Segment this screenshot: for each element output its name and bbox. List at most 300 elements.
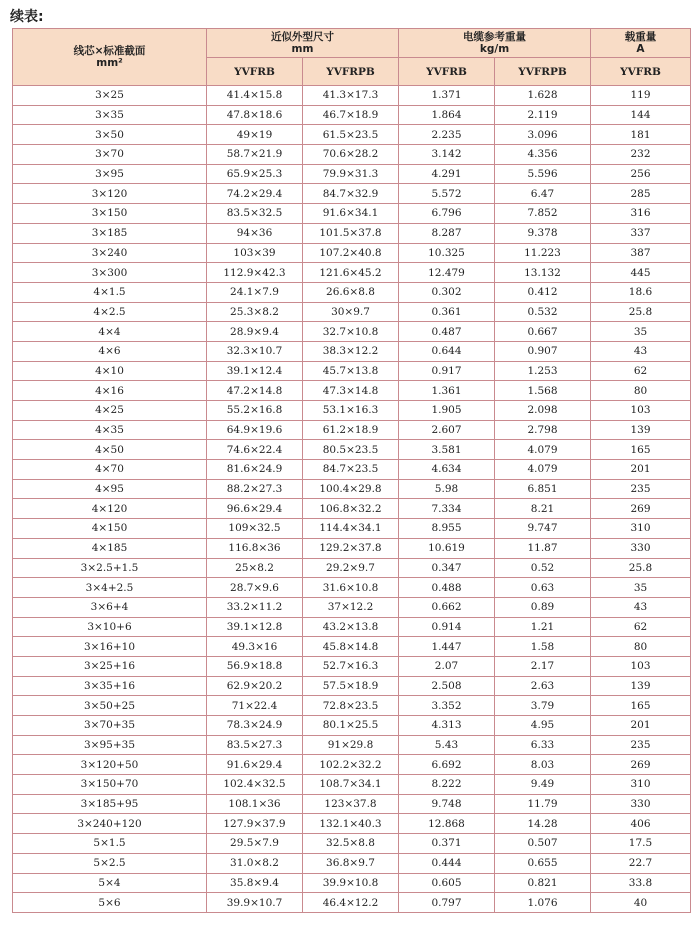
cell-weight-yvfrb: 6.692 xyxy=(399,755,495,775)
cell-dims-yvfrpb: 80.5×23.5 xyxy=(303,440,399,460)
table-row xyxy=(13,263,691,283)
cell-spec: 3×95 xyxy=(13,164,207,184)
cell-load-yvfrb: 43 xyxy=(591,597,691,617)
cell-load-yvfrb: 330 xyxy=(591,794,691,814)
cell-dims-yvfrb: 39.1×12.4 xyxy=(207,361,303,381)
cell-weight-yvfrpb: 9.747 xyxy=(495,519,591,539)
table-row xyxy=(13,696,691,716)
cell-load-yvfrb: 310 xyxy=(591,519,691,539)
cell-load-yvfrb: 119 xyxy=(591,86,691,106)
cell-weight-yvfrpb: 1.568 xyxy=(495,381,591,401)
cell-weight-yvfrb: 2.07 xyxy=(399,656,495,676)
cell-spec: 3×120 xyxy=(13,184,207,204)
cell-load-yvfrb: 33.8 xyxy=(591,873,691,893)
cell-spec: 3×150+70 xyxy=(13,775,207,795)
table-row xyxy=(13,794,691,814)
table-row xyxy=(13,735,691,755)
cell-weight-yvfrb: 2.607 xyxy=(399,420,495,440)
cell-dims-yvfrpb: 102.2×32.2 xyxy=(303,755,399,775)
table-row xyxy=(13,578,691,598)
cell-spec: 3×16+10 xyxy=(13,637,207,657)
cell-weight-yvfrpb: 0.63 xyxy=(495,578,591,598)
table-row xyxy=(13,460,691,480)
cell-dims-yvfrb: 47.2×14.8 xyxy=(207,381,303,401)
cell-weight-yvfrpb: 9.49 xyxy=(495,775,591,795)
cell-dims-yvfrpb: 91.6×34.1 xyxy=(303,204,399,224)
cell-weight-yvfrb: 0.444 xyxy=(399,853,495,873)
cell-weight-yvfrb: 10.325 xyxy=(399,243,495,263)
table-row xyxy=(13,814,691,834)
cell-spec: 3×240+120 xyxy=(13,814,207,834)
cell-spec: 4×1.5 xyxy=(13,282,207,302)
cell-dims-yvfrpb: 32.7×10.8 xyxy=(303,322,399,342)
cell-dims-yvfrb: 55.2×16.8 xyxy=(207,401,303,421)
header-dimensions-title: 近似外型尺寸 xyxy=(271,31,334,43)
cell-dims-yvfrb: 91.6×29.4 xyxy=(207,755,303,775)
cell-weight-yvfrb: 1.905 xyxy=(399,401,495,421)
cell-dims-yvfrpb: 101.5×37.8 xyxy=(303,223,399,243)
cell-load-yvfrb: 35 xyxy=(591,578,691,598)
cell-dims-yvfrpb: 121.6×45.2 xyxy=(303,263,399,283)
cell-weight-yvfrb: 2.235 xyxy=(399,125,495,145)
table-row xyxy=(13,401,691,421)
table-row xyxy=(13,86,691,106)
cell-dims-yvfrb: 28.7×9.6 xyxy=(207,578,303,598)
cell-spec: 3×50 xyxy=(13,125,207,145)
cell-load-yvfrb: 256 xyxy=(591,164,691,184)
cell-dims-yvfrb: 39.1×12.8 xyxy=(207,617,303,637)
header-spec-title: 线芯×标准截面 xyxy=(73,45,146,57)
cell-dims-yvfrb: 39.9×10.7 xyxy=(207,893,303,913)
cell-dims-yvfrb: 25×8.2 xyxy=(207,558,303,578)
cell-weight-yvfrb: 5.572 xyxy=(399,184,495,204)
cell-weight-yvfrb: 9.748 xyxy=(399,794,495,814)
table-row xyxy=(13,282,691,302)
cell-weight-yvfrb: 0.644 xyxy=(399,341,495,361)
cell-load-yvfrb: 62 xyxy=(591,617,691,637)
cell-weight-yvfrb: 5.43 xyxy=(399,735,495,755)
cell-weight-yvfrb: 0.371 xyxy=(399,834,495,854)
table-row xyxy=(13,617,691,637)
cell-load-yvfrb: 181 xyxy=(591,125,691,145)
cell-dims-yvfrpb: 84.7×32.9 xyxy=(303,184,399,204)
cell-weight-yvfrb: 0.797 xyxy=(399,893,495,913)
cell-weight-yvfrb: 1.361 xyxy=(399,381,495,401)
table-row xyxy=(13,302,691,322)
cell-weight-yvfrpb: 4.356 xyxy=(495,145,591,165)
cell-weight-yvfrpb: 2.17 xyxy=(495,656,591,676)
cell-dims-yvfrb: 74.2×29.4 xyxy=(207,184,303,204)
cell-dims-yvfrpb: 129.2×37.8 xyxy=(303,538,399,558)
cell-dims-yvfrpb: 107.2×40.8 xyxy=(303,243,399,263)
cell-weight-yvfrpb: 4.079 xyxy=(495,440,591,460)
cell-weight-yvfrb: 3.352 xyxy=(399,696,495,716)
cell-dims-yvfrpb: 29.2×9.7 xyxy=(303,558,399,578)
subheader-weight-yvfrpb: YVFRPB xyxy=(495,58,591,86)
cell-spec: 4×185 xyxy=(13,538,207,558)
cell-spec: 4×70 xyxy=(13,460,207,480)
table-row xyxy=(13,322,691,342)
cell-spec: 4×150 xyxy=(13,519,207,539)
cell-dims-yvfrpb: 38.3×12.2 xyxy=(303,341,399,361)
subheader-load-yvfrb: YVFRB xyxy=(591,58,691,86)
cell-dims-yvfrpb: 47.3×14.8 xyxy=(303,381,399,401)
cell-weight-yvfrpb: 9.378 xyxy=(495,223,591,243)
table-row xyxy=(13,755,691,775)
cell-spec: 3×35 xyxy=(13,105,207,125)
cell-spec: 4×95 xyxy=(13,479,207,499)
cell-weight-yvfrpb: 8.21 xyxy=(495,499,591,519)
cell-load-yvfrb: 139 xyxy=(591,420,691,440)
cell-load-yvfrb: 80 xyxy=(591,381,691,401)
cell-dims-yvfrpb: 52.7×16.3 xyxy=(303,656,399,676)
cell-dims-yvfrpb: 43.2×13.8 xyxy=(303,617,399,637)
cell-dims-yvfrb: 32.3×10.7 xyxy=(207,341,303,361)
subheader-dims-yvfrb: YVFRB xyxy=(207,58,303,86)
cell-weight-yvfrpb: 0.89 xyxy=(495,597,591,617)
cell-load-yvfrb: 316 xyxy=(591,204,691,224)
cell-load-yvfrb: 269 xyxy=(591,755,691,775)
table-row xyxy=(13,519,691,539)
table-row xyxy=(13,716,691,736)
cell-weight-yvfrpb: 1.21 xyxy=(495,617,591,637)
cell-weight-yvfrpb: 0.507 xyxy=(495,834,591,854)
table-row xyxy=(13,105,691,125)
header-load-unit: A xyxy=(636,43,645,55)
cell-dims-yvfrb: 56.9×18.8 xyxy=(207,656,303,676)
cell-spec: 3×25+16 xyxy=(13,656,207,676)
cell-dims-yvfrpb: 61.2×18.9 xyxy=(303,420,399,440)
cell-weight-yvfrb: 0.361 xyxy=(399,302,495,322)
table-row xyxy=(13,223,691,243)
cell-load-yvfrb: 103 xyxy=(591,656,691,676)
cell-load-yvfrb: 201 xyxy=(591,460,691,480)
cell-dims-yvfrpb: 53.1×16.3 xyxy=(303,401,399,421)
cell-weight-yvfrb: 7.334 xyxy=(399,499,495,519)
cell-spec: 3×25 xyxy=(13,86,207,106)
header-weight-title: 电缆参考重量 xyxy=(463,31,526,43)
cell-dims-yvfrb: 28.9×9.4 xyxy=(207,322,303,342)
table-row xyxy=(13,499,691,519)
cell-dims-yvfrpb: 106.8×32.2 xyxy=(303,499,399,519)
cell-dims-yvfrb: 83.5×27.3 xyxy=(207,735,303,755)
cell-spec: 4×2.5 xyxy=(13,302,207,322)
cell-load-yvfrb: 269 xyxy=(591,499,691,519)
cell-dims-yvfrb: 41.4×15.8 xyxy=(207,86,303,106)
header-load xyxy=(591,29,691,58)
cell-dims-yvfrpb: 123×37.8 xyxy=(303,794,399,814)
header-weight-unit: kg/m xyxy=(479,43,510,55)
header-dimensions-unit: mm xyxy=(291,43,314,55)
cell-weight-yvfrb: 4.291 xyxy=(399,164,495,184)
cell-spec: 5×2.5 xyxy=(13,853,207,873)
cell-weight-yvfrpb: 0.667 xyxy=(495,322,591,342)
cell-dims-yvfrb: 58.7×21.9 xyxy=(207,145,303,165)
table-row xyxy=(13,558,691,578)
cell-dims-yvfrpb: 31.6×10.8 xyxy=(303,578,399,598)
cell-load-yvfrb: 330 xyxy=(591,538,691,558)
cell-load-yvfrb: 445 xyxy=(591,263,691,283)
cell-dims-yvfrb: 49.3×16 xyxy=(207,637,303,657)
cell-weight-yvfrb: 8.287 xyxy=(399,223,495,243)
cell-dims-yvfrb: 24.1×7.9 xyxy=(207,282,303,302)
cell-load-yvfrb: 235 xyxy=(591,735,691,755)
cell-dims-yvfrb: 33.2×11.2 xyxy=(207,597,303,617)
header-spec-unit: mm² xyxy=(96,57,123,69)
table-row xyxy=(13,440,691,460)
cell-dims-yvfrb: 29.5×7.9 xyxy=(207,834,303,854)
cell-weight-yvfrpb: 6.33 xyxy=(495,735,591,755)
cell-spec: 5×6 xyxy=(13,893,207,913)
cell-dims-yvfrpb: 72.8×23.5 xyxy=(303,696,399,716)
table-header xyxy=(13,29,691,86)
cell-spec: 3×300 xyxy=(13,263,207,283)
cell-dims-yvfrpb: 45.7×13.8 xyxy=(303,361,399,381)
table-row xyxy=(13,775,691,795)
cell-dims-yvfrb: 127.9×37.9 xyxy=(207,814,303,834)
cell-dims-yvfrpb: 45.8×14.8 xyxy=(303,637,399,657)
cell-dims-yvfrpb: 100.4×29.8 xyxy=(303,479,399,499)
cell-load-yvfrb: 310 xyxy=(591,775,691,795)
cell-dims-yvfrb: 31.0×8.2 xyxy=(207,853,303,873)
cell-load-yvfrb: 103 xyxy=(591,401,691,421)
cell-dims-yvfrb: 103×39 xyxy=(207,243,303,263)
cell-load-yvfrb: 17.5 xyxy=(591,834,691,854)
cell-dims-yvfrb: 83.5×32.5 xyxy=(207,204,303,224)
cell-spec: 3×120+50 xyxy=(13,755,207,775)
cell-dims-yvfrb: 96.6×29.4 xyxy=(207,499,303,519)
cell-dims-yvfrb: 88.2×27.3 xyxy=(207,479,303,499)
cell-load-yvfrb: 80 xyxy=(591,637,691,657)
header-load-title: 载重量 xyxy=(624,31,657,43)
cell-dims-yvfrpb: 79.9×31.3 xyxy=(303,164,399,184)
cell-spec: 3×50+25 xyxy=(13,696,207,716)
cell-weight-yvfrpb: 11.223 xyxy=(495,243,591,263)
cell-spec: 4×10 xyxy=(13,361,207,381)
cell-load-yvfrb: 387 xyxy=(591,243,691,263)
cell-load-yvfrb: 40 xyxy=(591,893,691,913)
cell-dims-yvfrpb: 46.4×12.2 xyxy=(303,893,399,913)
cell-dims-yvfrpb: 91×29.8 xyxy=(303,735,399,755)
cell-dims-yvfrpb: 37×12.2 xyxy=(303,597,399,617)
cell-weight-yvfrb: 0.487 xyxy=(399,322,495,342)
table-caption: 续表: xyxy=(10,9,44,25)
cell-load-yvfrb: 406 xyxy=(591,814,691,834)
cell-load-yvfrb: 18.6 xyxy=(591,282,691,302)
cell-weight-yvfrb: 8.222 xyxy=(399,775,495,795)
cell-load-yvfrb: 25.8 xyxy=(591,302,691,322)
cell-weight-yvfrpb: 13.132 xyxy=(495,263,591,283)
cell-weight-yvfrpb: 2.119 xyxy=(495,105,591,125)
table-row xyxy=(13,676,691,696)
cell-weight-yvfrpb: 0.821 xyxy=(495,873,591,893)
table-row xyxy=(13,834,691,854)
cell-spec: 3×185+95 xyxy=(13,794,207,814)
cell-weight-yvfrpb: 4.079 xyxy=(495,460,591,480)
cell-weight-yvfrpb: 1.58 xyxy=(495,637,591,657)
cell-dims-yvfrpb: 84.7×23.5 xyxy=(303,460,399,480)
cell-dims-yvfrpb: 132.1×40.3 xyxy=(303,814,399,834)
cell-spec: 3×95+35 xyxy=(13,735,207,755)
cell-weight-yvfrb: 0.914 xyxy=(399,617,495,637)
table-row xyxy=(13,597,691,617)
subheader-dims-yvfrpb: YVFRPB xyxy=(303,58,399,86)
cell-weight-yvfrb: 6.796 xyxy=(399,204,495,224)
cell-dims-yvfrb: 109×32.5 xyxy=(207,519,303,539)
cable-spec-table xyxy=(12,28,691,913)
cell-dims-yvfrb: 116.8×36 xyxy=(207,538,303,558)
table-row xyxy=(13,853,691,873)
table-body xyxy=(13,86,691,913)
table-row xyxy=(13,145,691,165)
cell-weight-yvfrb: 0.605 xyxy=(399,873,495,893)
cell-weight-yvfrb: 0.488 xyxy=(399,578,495,598)
cell-spec: 4×16 xyxy=(13,381,207,401)
cell-dims-yvfrb: 94×36 xyxy=(207,223,303,243)
cell-weight-yvfrpb: 0.52 xyxy=(495,558,591,578)
cell-dims-yvfrb: 47.8×18.6 xyxy=(207,105,303,125)
cell-spec: 3×6+4 xyxy=(13,597,207,617)
cell-load-yvfrb: 22.7 xyxy=(591,853,691,873)
cell-dims-yvfrpb: 36.8×9.7 xyxy=(303,853,399,873)
cell-load-yvfrb: 165 xyxy=(591,696,691,716)
table-row xyxy=(13,243,691,263)
cell-weight-yvfrpb: 0.412 xyxy=(495,282,591,302)
table-row xyxy=(13,873,691,893)
cell-weight-yvfrpb: 2.098 xyxy=(495,401,591,421)
cell-weight-yvfrpb: 3.79 xyxy=(495,696,591,716)
cell-spec: 3×70+35 xyxy=(13,716,207,736)
table-row xyxy=(13,893,691,913)
header-dimensions xyxy=(207,29,399,58)
cell-spec: 3×35+16 xyxy=(13,676,207,696)
cell-spec: 3×4+2.5 xyxy=(13,578,207,598)
cell-spec: 4×120 xyxy=(13,499,207,519)
cell-spec: 4×4 xyxy=(13,322,207,342)
table-row xyxy=(13,479,691,499)
cell-weight-yvfrpb: 0.532 xyxy=(495,302,591,322)
cell-weight-yvfrpb: 1.076 xyxy=(495,893,591,913)
cell-dims-yvfrpb: 39.9×10.8 xyxy=(303,873,399,893)
cell-spec: 4×6 xyxy=(13,341,207,361)
cell-dims-yvfrb: 62.9×20.2 xyxy=(207,676,303,696)
cell-load-yvfrb: 201 xyxy=(591,716,691,736)
cell-dims-yvfrb: 71×22.4 xyxy=(207,696,303,716)
header-spec xyxy=(13,29,207,86)
cell-dims-yvfrb: 81.6×24.9 xyxy=(207,460,303,480)
cell-weight-yvfrb: 2.508 xyxy=(399,676,495,696)
cell-load-yvfrb: 285 xyxy=(591,184,691,204)
cell-weight-yvfrb: 3.142 xyxy=(399,145,495,165)
cell-load-yvfrb: 25.8 xyxy=(591,558,691,578)
cell-load-yvfrb: 235 xyxy=(591,479,691,499)
cell-spec: 3×150 xyxy=(13,204,207,224)
table-row xyxy=(13,204,691,224)
cell-weight-yvfrpb: 2.798 xyxy=(495,420,591,440)
cell-spec: 3×2.5+1.5 xyxy=(13,558,207,578)
cell-weight-yvfrpb: 2.63 xyxy=(495,676,591,696)
cell-weight-yvfrpb: 11.79 xyxy=(495,794,591,814)
cell-weight-yvfrb: 0.347 xyxy=(399,558,495,578)
cell-weight-yvfrb: 1.864 xyxy=(399,105,495,125)
cell-dims-yvfrb: 108.1×36 xyxy=(207,794,303,814)
cell-weight-yvfrb: 0.917 xyxy=(399,361,495,381)
table-row xyxy=(13,656,691,676)
table-row xyxy=(13,538,691,558)
cell-load-yvfrb: 165 xyxy=(591,440,691,460)
cell-load-yvfrb: 144 xyxy=(591,105,691,125)
cell-dims-yvfrpb: 30×9.7 xyxy=(303,302,399,322)
cell-dims-yvfrpb: 26.6×8.8 xyxy=(303,282,399,302)
cell-spec: 3×10+6 xyxy=(13,617,207,637)
cell-weight-yvfrpb: 0.907 xyxy=(495,341,591,361)
cell-weight-yvfrpb: 8.03 xyxy=(495,755,591,775)
cell-dims-yvfrb: 74.6×22.4 xyxy=(207,440,303,460)
cell-weight-yvfrpb: 7.852 xyxy=(495,204,591,224)
cell-load-yvfrb: 232 xyxy=(591,145,691,165)
cell-dims-yvfrb: 78.3×24.9 xyxy=(207,716,303,736)
cell-weight-yvfrb: 5.98 xyxy=(399,479,495,499)
subheader-weight-yvfrb: YVFRB xyxy=(399,58,495,86)
cell-dims-yvfrpb: 70.6×28.2 xyxy=(303,145,399,165)
cell-dims-yvfrb: 49×19 xyxy=(207,125,303,145)
cell-weight-yvfrb: 0.662 xyxy=(399,597,495,617)
cell-weight-yvfrb: 0.302 xyxy=(399,282,495,302)
cell-spec: 4×25 xyxy=(13,401,207,421)
cell-weight-yvfrb: 4.313 xyxy=(399,716,495,736)
cell-load-yvfrb: 43 xyxy=(591,341,691,361)
cell-weight-yvfrpb: 5.596 xyxy=(495,164,591,184)
cell-load-yvfrb: 62 xyxy=(591,361,691,381)
table-row xyxy=(13,341,691,361)
cell-spec: 3×240 xyxy=(13,243,207,263)
cell-dims-yvfrpb: 61.5×23.5 xyxy=(303,125,399,145)
table-row xyxy=(13,637,691,657)
cell-dims-yvfrpb: 80.1×25.5 xyxy=(303,716,399,736)
cell-weight-yvfrpb: 4.95 xyxy=(495,716,591,736)
cell-dims-yvfrpb: 57.5×18.9 xyxy=(303,676,399,696)
cell-dims-yvfrb: 64.9×19.6 xyxy=(207,420,303,440)
cell-weight-yvfrb: 12.479 xyxy=(399,263,495,283)
cell-dims-yvfrb: 35.8×9.4 xyxy=(207,873,303,893)
cell-weight-yvfrb: 8.955 xyxy=(399,519,495,539)
cell-weight-yvfrpb: 1.253 xyxy=(495,361,591,381)
table-row xyxy=(13,420,691,440)
cell-dims-yvfrpb: 108.7×34.1 xyxy=(303,775,399,795)
cell-weight-yvfrb: 12.868 xyxy=(399,814,495,834)
cell-spec: 4×50 xyxy=(13,440,207,460)
cell-dims-yvfrb: 112.9×42.3 xyxy=(207,263,303,283)
cell-load-yvfrb: 139 xyxy=(591,676,691,696)
table-row xyxy=(13,125,691,145)
cell-dims-yvfrpb: 32.5×8.8 xyxy=(303,834,399,854)
cell-weight-yvfrpb: 14.28 xyxy=(495,814,591,834)
cell-weight-yvfrb: 4.634 xyxy=(399,460,495,480)
cell-weight-yvfrb: 3.581 xyxy=(399,440,495,460)
cell-load-yvfrb: 337 xyxy=(591,223,691,243)
cell-spec: 4×35 xyxy=(13,420,207,440)
cell-weight-yvfrb: 10.619 xyxy=(399,538,495,558)
cell-weight-yvfrb: 1.447 xyxy=(399,637,495,657)
cell-load-yvfrb: 35 xyxy=(591,322,691,342)
header-weight xyxy=(399,29,591,58)
cell-spec: 3×185 xyxy=(13,223,207,243)
cell-dims-yvfrb: 65.9×25.3 xyxy=(207,164,303,184)
cell-spec: 3×70 xyxy=(13,145,207,165)
table-row xyxy=(13,361,691,381)
cell-weight-yvfrb: 1.371 xyxy=(399,86,495,106)
cell-dims-yvfrpb: 41.3×17.3 xyxy=(303,86,399,106)
